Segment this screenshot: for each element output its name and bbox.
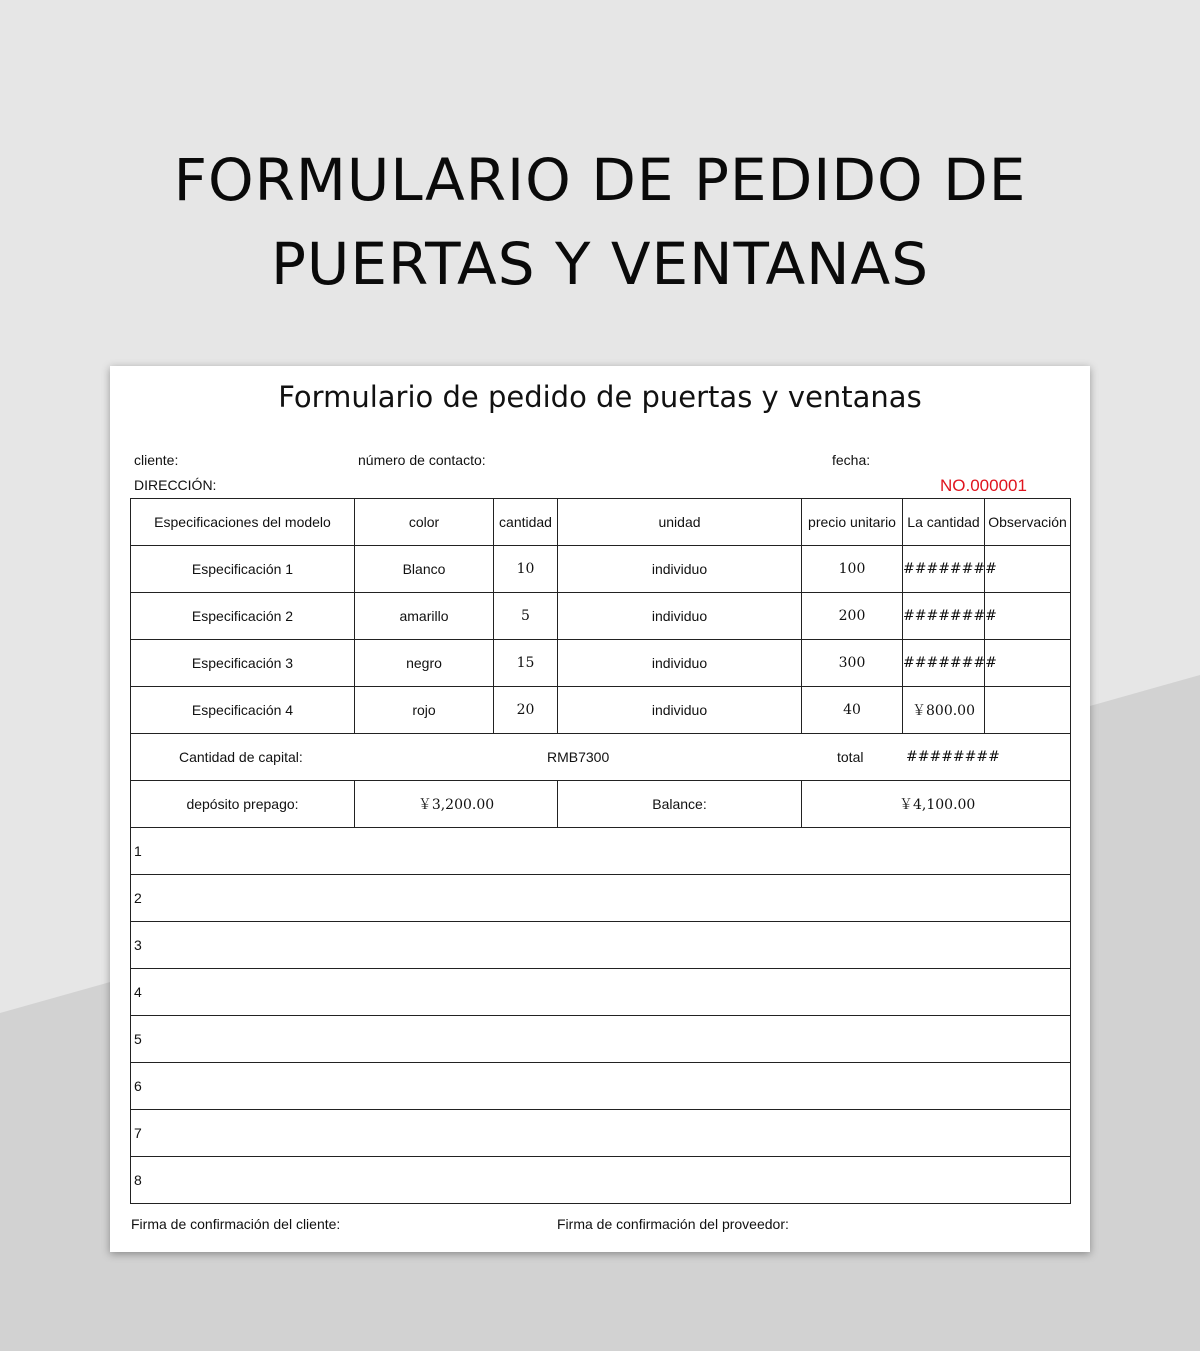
cell-unit-price[interactable]: 40 bbox=[802, 687, 903, 734]
cell-spec[interactable]: Especificación 2 bbox=[131, 593, 355, 640]
cell-observation[interactable] bbox=[985, 687, 1071, 734]
cell-amount[interactable]: ￥800.00 bbox=[903, 687, 985, 734]
cell-unit-price[interactable]: 100 bbox=[802, 546, 903, 593]
supplier-signature-label: Firma de confirmación del proveedor: bbox=[557, 1216, 789, 1232]
total-label: total bbox=[837, 749, 864, 765]
balance-label: Balance: bbox=[558, 781, 802, 828]
cell-unit-price[interactable]: 200 bbox=[802, 593, 903, 640]
cell-unit[interactable]: individuo bbox=[558, 593, 802, 640]
cell-color[interactable]: Blanco bbox=[355, 546, 494, 593]
cell-observation[interactable] bbox=[985, 546, 1071, 593]
cell-amount[interactable]: ######## bbox=[903, 546, 985, 593]
numbered-row bbox=[131, 828, 1071, 875]
numbered-row-cell[interactable]: 2 bbox=[131, 875, 1071, 922]
deposit-label: depósito prepago: bbox=[131, 781, 355, 828]
numbered-row-cell[interactable]: 6 bbox=[131, 1063, 1071, 1110]
cell-quantity[interactable]: 5 bbox=[494, 593, 558, 640]
cell-color[interactable]: negro bbox=[355, 640, 494, 687]
header-quantity: cantidad bbox=[494, 499, 558, 546]
order-number: NO.000001 bbox=[940, 476, 1027, 495]
cell-amount[interactable]: ######## bbox=[903, 640, 985, 687]
header-color: color bbox=[355, 499, 494, 546]
cell-quantity[interactable]: 10 bbox=[494, 546, 558, 593]
header-unit-price: precio unitario bbox=[802, 499, 903, 546]
client-signature-label: Firma de confirmación del cliente: bbox=[131, 1216, 341, 1232]
balance-value[interactable]: ￥4,100.00 bbox=[802, 781, 1071, 828]
numbered-row bbox=[131, 969, 1071, 1016]
numbered-row-cell[interactable]: 8 bbox=[131, 1157, 1071, 1204]
cell-unit[interactable]: individuo bbox=[558, 640, 802, 687]
cell-spec[interactable]: Especificación 3 bbox=[131, 640, 355, 687]
cell-quantity[interactable]: 15 bbox=[494, 640, 558, 687]
cell-quantity[interactable]: 20 bbox=[494, 687, 558, 734]
cell-color[interactable]: rojo bbox=[355, 687, 494, 734]
deposit-row bbox=[131, 781, 1071, 828]
numbered-row-cell[interactable]: 1 bbox=[131, 828, 1071, 875]
numbered-row bbox=[131, 1016, 1071, 1063]
form-title: Formulario de pedido de puertas y ventanas bbox=[278, 380, 922, 414]
order-form-sheet bbox=[110, 366, 1090, 1252]
numbered-row bbox=[131, 1063, 1071, 1110]
table-row bbox=[131, 546, 1071, 593]
cell-spec[interactable]: Especificación 1 bbox=[131, 546, 355, 593]
header-model-spec: Especificaciones del modelo bbox=[131, 499, 355, 546]
cell-observation[interactable] bbox=[985, 593, 1071, 640]
capital-row bbox=[131, 734, 1071, 781]
cell-unit[interactable]: individuo bbox=[558, 687, 802, 734]
numbered-row bbox=[131, 922, 1071, 969]
header-unit: unidad bbox=[558, 499, 802, 546]
cell-unit-price[interactable]: 300 bbox=[802, 640, 903, 687]
table-row bbox=[131, 687, 1071, 734]
table-row bbox=[131, 593, 1071, 640]
numbered-row bbox=[131, 875, 1071, 922]
hero-title bbox=[0, 138, 1200, 306]
numbered-row-cell[interactable]: 4 bbox=[131, 969, 1071, 1016]
deposit-value[interactable]: ￥3,200.00 bbox=[355, 781, 558, 828]
cell-amount[interactable]: ######## bbox=[903, 593, 985, 640]
header-amount: La cantidad bbox=[903, 499, 985, 546]
contact-number-label: número de contacto: bbox=[358, 452, 486, 468]
order-table bbox=[130, 498, 1071, 1204]
table-header-row bbox=[131, 499, 1071, 546]
cell-spec[interactable]: Especificación 4 bbox=[131, 687, 355, 734]
numbered-row bbox=[131, 1110, 1071, 1157]
cell-unit[interactable]: individuo bbox=[558, 546, 802, 593]
capital-label: Cantidad de capital: bbox=[179, 749, 303, 765]
numbered-row-cell[interactable]: 5 bbox=[131, 1016, 1071, 1063]
numbered-row bbox=[131, 1157, 1071, 1204]
hero-title-line-1: FORMULARIO DE PEDIDO DE bbox=[173, 146, 1027, 214]
address-label: DIRECCIÓN: bbox=[134, 477, 217, 493]
client-label: cliente: bbox=[134, 452, 179, 468]
capital-cell bbox=[131, 734, 1071, 781]
numbered-row-cell[interactable]: 3 bbox=[131, 922, 1071, 969]
table-row bbox=[131, 640, 1071, 687]
cell-color[interactable]: amarillo bbox=[355, 593, 494, 640]
numbered-row-cell[interactable]: 7 bbox=[131, 1110, 1071, 1157]
cell-observation[interactable] bbox=[985, 640, 1071, 687]
header-observation: Observación bbox=[985, 499, 1071, 546]
total-value[interactable]: ######## bbox=[906, 749, 1000, 765]
hero-title-line-2: PUERTAS Y VENTANAS bbox=[270, 230, 930, 298]
capital-value[interactable]: RMB7300 bbox=[547, 749, 610, 765]
date-label: fecha: bbox=[832, 452, 871, 468]
